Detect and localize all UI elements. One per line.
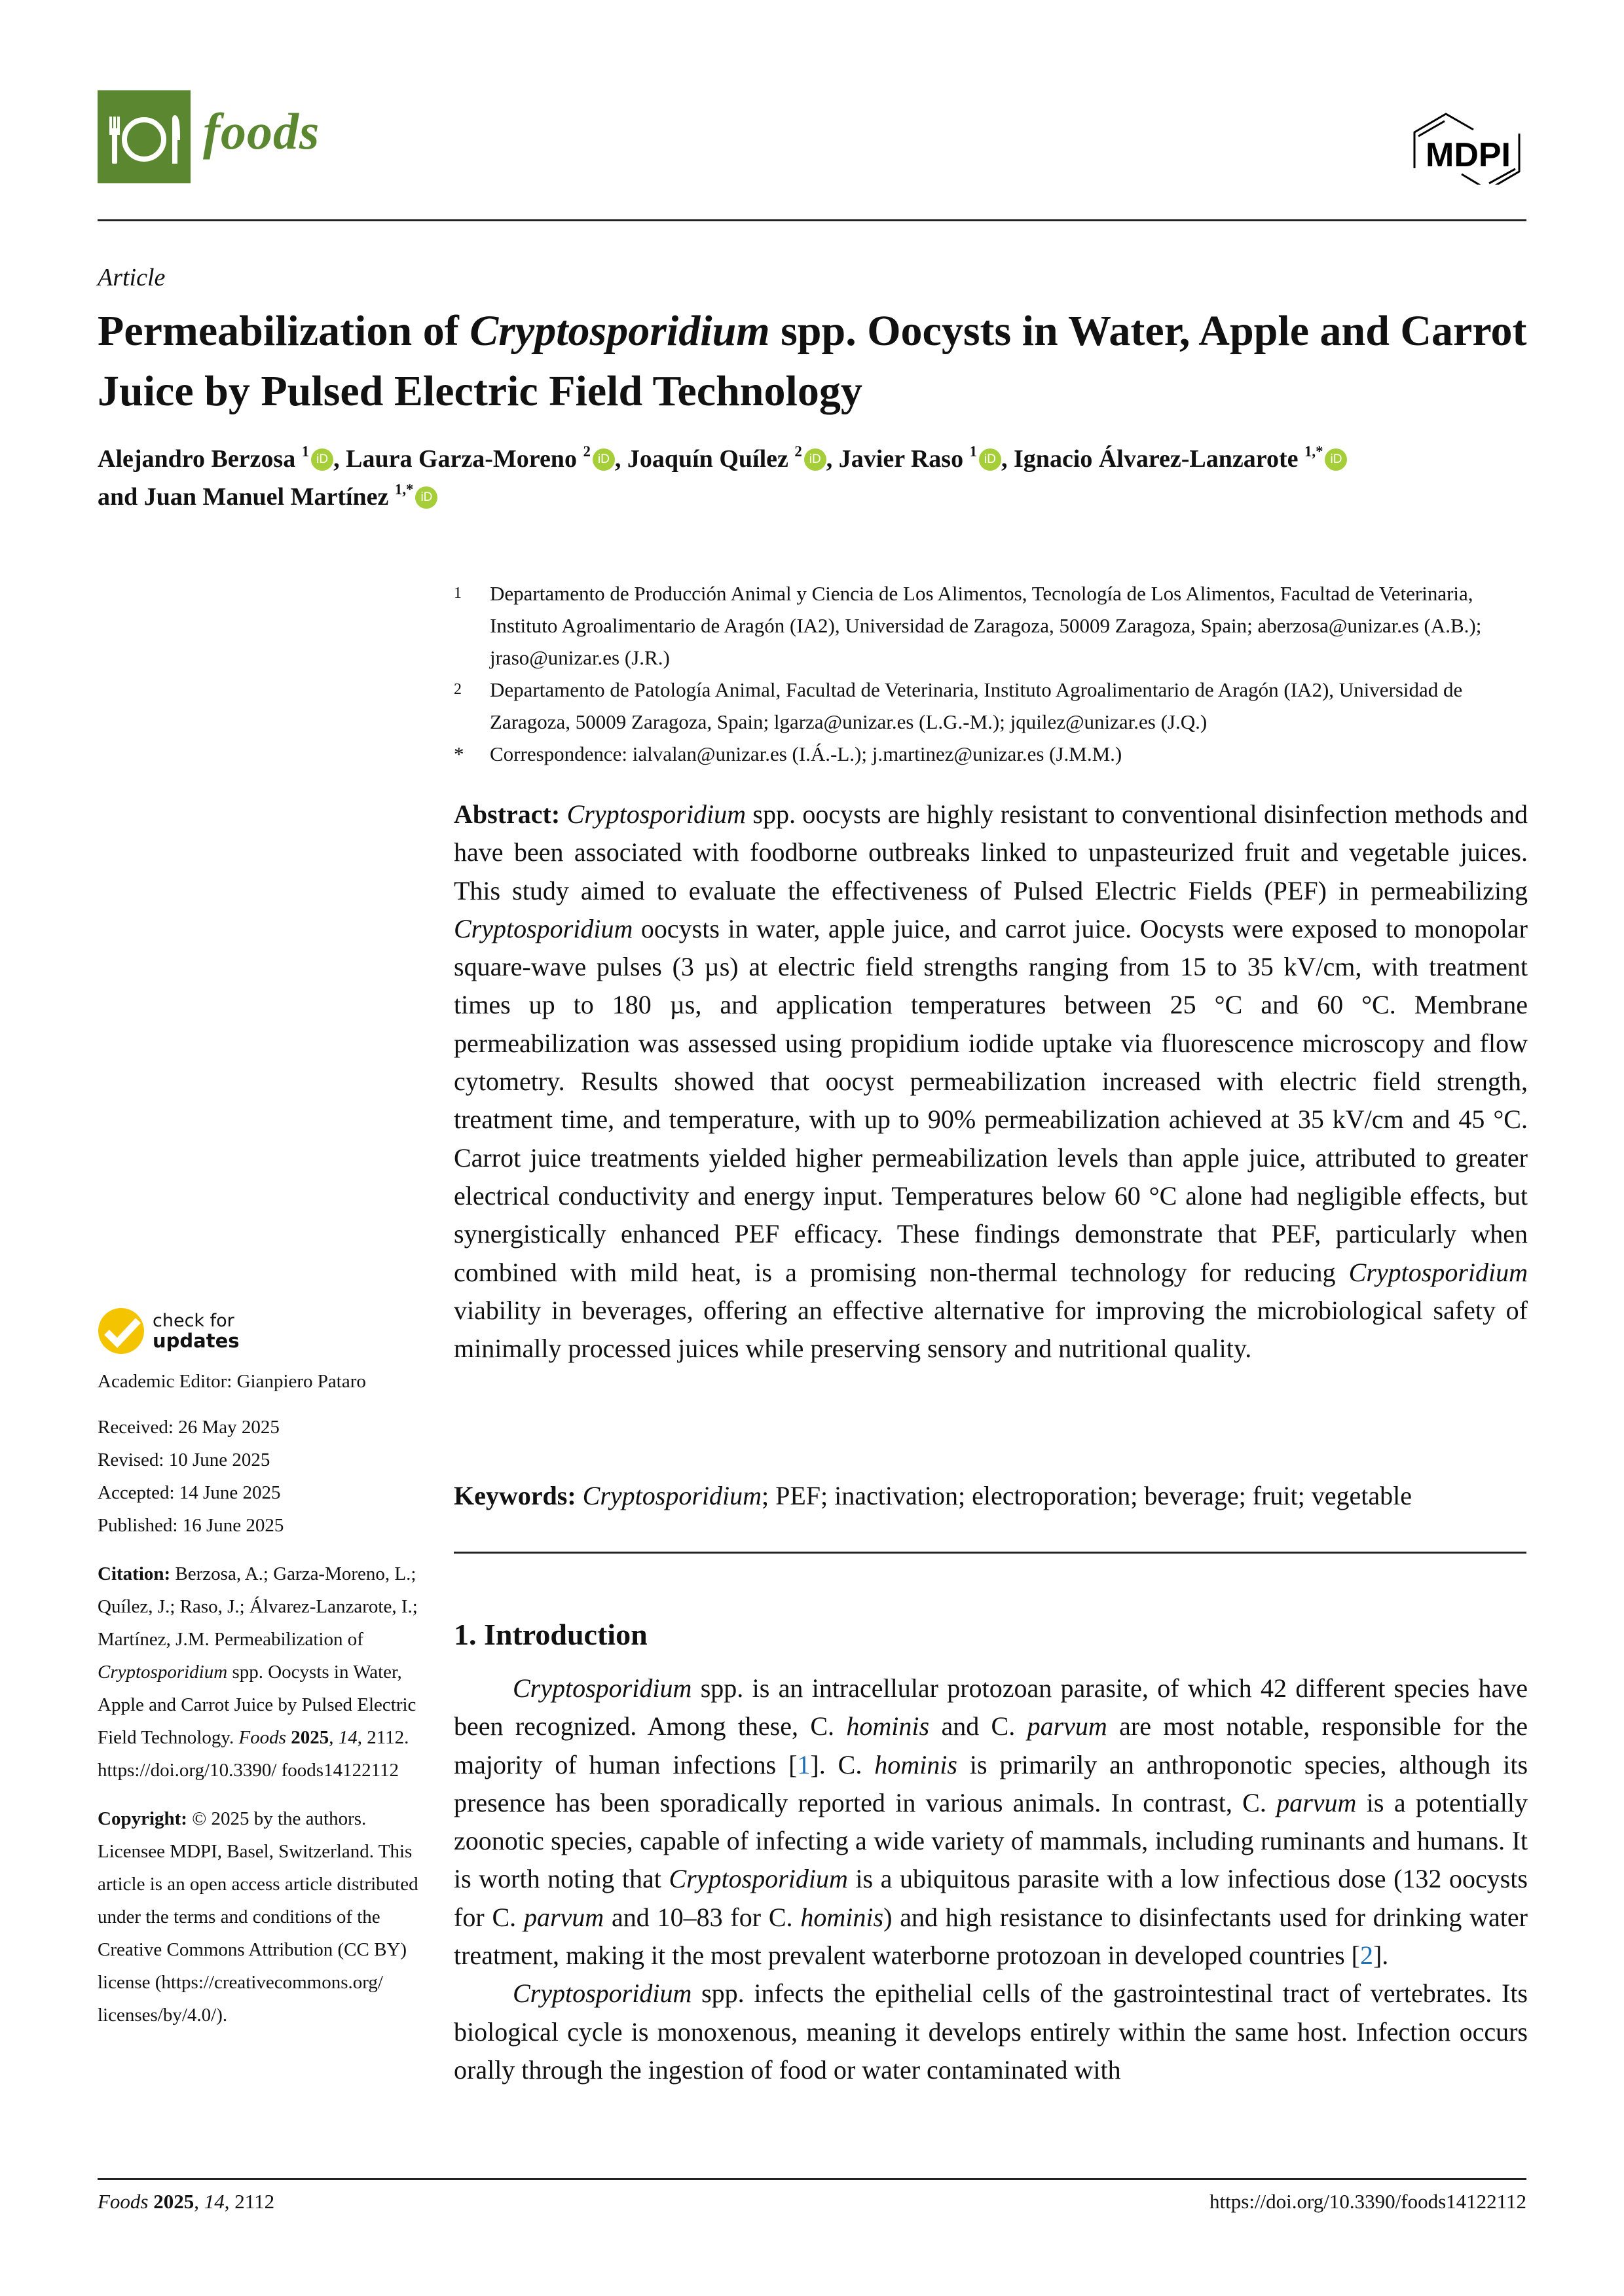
plate-cutlery-icon (98, 90, 191, 183)
journal-logo[interactable] (98, 90, 191, 183)
affiliation-1 (454, 577, 1528, 674)
footer-doi-link[interactable]: https://doi.org/10.3390/foods14122112 (1209, 2190, 1526, 2213)
copyright (98, 1802, 425, 2032)
paragraph: Cryptosporidium spp. is an intracellular protozoan parasite, of which 42 different species have been recognized. Among these, C. hominis and C. parvum are most notable, responsible for the majority of human infections [1]. C. hominis is primarily an anthroponotic species, although its presence has been sporadically reported in various animals. In contrast, C. parvum is a potentially zoonotic species, capable of infecting a wide variety of mammals, including ruminants and humans. It is worth noting that Cryptosporidium is a ubiquitous parasite with a low infectious dose (132 oocysts for C. parvum and 10–83 for C. hominis) and high resistance to disinfectants used for drinking water treatment, making it the most prevalent waterborne protozoan in developed countries [2]. (454, 1673, 1528, 1971)
keywords-list: ; PEF; inactivation; electroporation; beverage; fruit; vegetable (762, 1481, 1412, 1510)
separator: , (614, 445, 627, 473)
abstract-text: viability in beverages, offering an effective alternative for improving the microbiological safety of minimally processed juices while preserving sensory and nutritional quality. (454, 1295, 1528, 1364)
separator-and: and (98, 483, 144, 511)
affiliations (454, 577, 1528, 770)
footer-volume: 14 (204, 2190, 225, 2213)
author-affiliation-mark: 1 (969, 443, 978, 460)
check-updates-line2: updates (153, 1330, 240, 1352)
title-genus: Cryptosporidium (470, 307, 770, 355)
correspondence-mark: * (454, 742, 464, 765)
copyright-label: Copyright: (98, 1808, 187, 1829)
affiliation-mark: 1 (454, 585, 462, 602)
author-affiliation-mark: 1,* (1304, 443, 1323, 460)
author-affiliation-mark: 1 (301, 443, 310, 460)
author-affiliation-mark: 2 (583, 443, 591, 460)
citation-volume: 14 (338, 1727, 358, 1748)
author-affiliation-mark: 2 (794, 443, 802, 460)
author-name: Juan Manuel Martínez (143, 483, 389, 511)
separator: , (333, 445, 346, 473)
reference-link-1[interactable]: 1 (797, 1749, 811, 1779)
mdpi-logo[interactable] (1408, 106, 1526, 185)
author-list (98, 440, 1538, 516)
correspondence (454, 738, 1528, 770)
date-published: Published: 16 June 2025 (98, 1515, 284, 1536)
separator: , (826, 445, 839, 473)
reference-link-2[interactable]: 2 (1359, 1941, 1373, 1971)
footer-year: 2025 (153, 2190, 194, 2213)
abstract-label: Abstract: (454, 799, 561, 829)
author-name: Alejandro Berzosa (98, 445, 296, 473)
orcid-icon[interactable]: iD (415, 486, 437, 509)
footer-divider (98, 2178, 1526, 2180)
correspondence-text: Correspondence: ialvalan@unizar.es (I.Á.-L.); j.martinez@unizar.es (J.M.M.) (490, 742, 1122, 765)
keywords (454, 1477, 1528, 1515)
date-accepted: Accepted: 14 June 2025 (98, 1482, 281, 1503)
section-heading-introduction: 1. Introduction (454, 1618, 648, 1651)
affiliation-text: Departamento de Patología Animal, Facultad de Veterinaria, Instituto Agroalimentario de Aragón (IA2), Universidad de Zaragoza, 50009 Zaragoza, Spain; lgarza@unizar.es (L.G.-M.); jquilez@unizar.es (J.Q.) (490, 678, 1463, 733)
academic-editor: Academic Editor: Gianpiero Pataro (98, 1371, 366, 1392)
abstract (454, 795, 1528, 1368)
orcid-icon[interactable]: iD (979, 448, 1001, 471)
footer-journal: Foods (98, 2190, 149, 2213)
keywords-label: Keywords: (454, 1481, 576, 1510)
title-text-rest: spp. Oocysts in Water, Apple and Carrot Juice by Pulsed Electric Field Technology (98, 307, 1527, 415)
author-name: Laura Garza-Moreno (346, 445, 577, 473)
article-title (98, 301, 1538, 422)
header-divider (98, 219, 1526, 221)
article-type: Article (98, 264, 166, 291)
citation-journal: Foods (238, 1727, 286, 1748)
author-affiliation-mark: 1,* (394, 481, 414, 498)
abstract-text: spp. oocysts are highly resistant to conventional disinfection methods and have been associated with foodborne outbreaks linked to unpasteurized fruit and vegetable juices. This study aimed to evaluate the effectiveness of Pulsed Electric Fields (PEF) in permeabilizing (454, 799, 1528, 905)
abstract-genus: Cryptosporidium (1348, 1257, 1528, 1287)
affiliation-2 (454, 674, 1528, 738)
title-text: Permeabilization of (98, 307, 470, 355)
orcid-icon[interactable]: iD (593, 448, 615, 471)
abstract-genus: Cryptosporidium (454, 913, 633, 943)
hexagon-icon (1408, 106, 1526, 185)
affiliation-mark: 2 (454, 681, 462, 698)
copyright-text[interactable]: © 2025 by the authors. Licensee MDPI, Basel, Switzerland. This article is an open access article distributed under the terms and conditions of the Creative Commons Attribution (CC BY) license (https://creativecommons.org/ licenses/by/4.0/). (98, 1808, 418, 2026)
abstract-text (560, 799, 566, 829)
citation-year: 2025 (291, 1727, 329, 1748)
check-for-updates-button[interactable] (98, 1306, 425, 1356)
introduction-body (454, 1669, 1528, 2089)
author-name: Javier Raso (838, 445, 964, 473)
orcid-icon[interactable]: iD (1325, 448, 1347, 471)
affiliation-text: Departamento de Producción Animal y Ciencia de Los Alimentos, Tecnología de Los Alimentos, Facultad de Veterinaria, Instituto Agroalimentario de Aragón (IA2), Universidad de Zaragoza, 50009 Zaragoza, Spain; aberzosa@unizar.es (A.B.); jraso@unizar.es (J.R.) (490, 582, 1482, 669)
citation-genus: Cryptosporidium (98, 1662, 228, 1683)
date-received: Received: 26 May 2025 (98, 1417, 280, 1438)
citation-title: spp. Oocysts in Water, Apple and Carrot Juice by Pulsed Electric Field Technology. (98, 1662, 416, 1748)
citation-label: Citation: (98, 1563, 171, 1584)
checkmark-icon (98, 1307, 145, 1355)
orcid-icon[interactable]: iD (804, 448, 826, 471)
abstract-text: oocysts in water, apple juice, and carrot juice. Oocysts were exposed to monopolar square-wave pulses (3 µs) at electric field strengths ranging from 15 to 35 kV/cm, with treatment times up to 180 µs, and application temperatures between 25 °C and 60 °C. Membrane permeabilization was assessed using propidium iodide uptake via fluorescence microscopy and flow cytometry. Results showed that oocyst permeabilization increased with electric field strength, treatment time, and temperature, with up to 90% permeabilization achieved at 35 kV/cm and 45 °C. Carrot juice treatments yielded higher permeabilization levels than apple juice, attributed to greater electrical conductivity and energy input. Temperatures below 60 °C alone had negligible effects, but synergistically enhanced PEF efficacy. These findings demonstrate that PEF, particularly when combined with mild heat, is a promising non-thermal technology for reducing (454, 913, 1528, 1287)
date-revised: Revised: 10 June 2025 (98, 1449, 270, 1470)
citation-doi-link[interactable]: , 2112. https://doi.org/10.3390/ foods14122112 (98, 1727, 409, 1781)
section-divider (454, 1552, 1526, 1554)
sidebar (98, 1306, 425, 2032)
journal-name[interactable]: foods (203, 103, 320, 160)
check-updates-line1: check for (153, 1311, 234, 1331)
citation: Citation: Berzosa, A.; Garza-Moreno, L.; Quílez, J.; Raso, J.; Álvarez-Lanzarote, I.; Martínez, J.M. Permeabilization of Cryptosporidium spp. Oocysts in Water, Apple and Carrot Juice by Pulsed Electric Field Technology. Foods 2025, 14, 2112. https://doi.org/10.3390/ foods14122112 (98, 1563, 418, 1781)
abstract-genus: Cryptosporidium (566, 799, 746, 829)
footer-article-number: , 2112 (224, 2190, 275, 2213)
paragraph: Cryptosporidium spp. infects the epithelial cells of the gastrointestinal tract of vertebrates. Its biological cycle is monoxenous, meaning it develops entirely within the same host. Infection occurs orally through the ingestion of food or water contaminated with (454, 1978, 1528, 2085)
footer-citation: Foods 2025, 14, 2112 (98, 2190, 275, 2213)
separator: , (1001, 445, 1014, 473)
author-name: Ignacio Álvarez-Lanzarote (1014, 445, 1299, 473)
citation-authors: Berzosa, A.; Garza-Moreno, L.; Quílez, J.; Raso, J.; Álvarez-Lanzarote, I.; Martínez, J.M. Permeabilization of (98, 1563, 418, 1650)
keyword-genus: Cryptosporidium (582, 1481, 762, 1510)
svg-text:MDPI: MDPI (1426, 136, 1511, 174)
orcid-icon[interactable]: iD (311, 448, 333, 471)
author-name: Joaquín Quílez (627, 445, 788, 473)
